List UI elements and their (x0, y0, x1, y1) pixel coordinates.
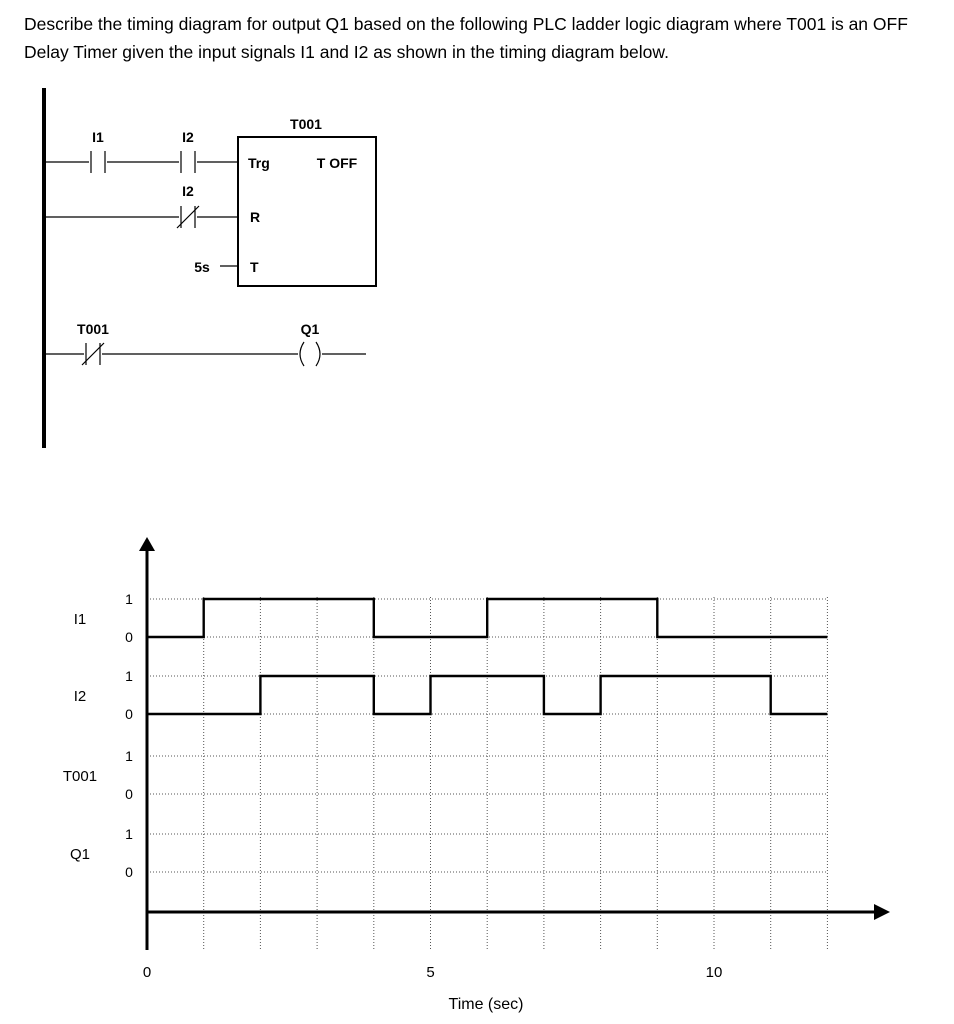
label-q1: Q1 (300, 321, 320, 337)
timer-preset: 5s (194, 259, 210, 275)
timer-reset-pin: R (250, 209, 261, 225)
contact-i2-no (179, 150, 197, 174)
question-text: Describe the timing diagram for output Q1 based on the following PLC ladder logic diagram where T001 is an OFF Delay Timer given the input signals I1 and I2 as shown in the timing diagram below. (24, 14, 908, 62)
labels-layer (63, 591, 133, 880)
timer-trg-pin: Trg (248, 155, 270, 171)
timing-chart (63, 537, 890, 1013)
level-label-1: 1 (125, 591, 133, 607)
contact-i1 (89, 150, 107, 174)
x-ticks (143, 964, 723, 981)
x-tick-label: 10 (705, 964, 723, 981)
x-axis-label: Time (sec) (448, 996, 524, 1013)
timer-mode: T OFF (316, 155, 358, 171)
level-label-1: 1 (125, 826, 133, 842)
ladder-diagram (44, 88, 376, 448)
label-i2-nc: I2 (182, 183, 194, 199)
signal-label: T001 (62, 768, 98, 785)
x-tick-label: 5 (426, 964, 435, 981)
level-label-0: 0 (125, 786, 133, 802)
y-axis-arrow (139, 537, 155, 551)
signal-label: I1 (73, 611, 87, 628)
coil-q1 (300, 342, 320, 366)
label-i1: I1 (92, 129, 104, 145)
contact-i2-nc (177, 205, 199, 229)
x-tick-label: 0 (142, 964, 152, 981)
contact-t001-nc (82, 342, 104, 366)
level-label-0: 0 (125, 629, 133, 645)
signal-label: Q1 (69, 846, 91, 863)
level-label-1: 1 (125, 668, 133, 684)
x-axis-arrow (874, 904, 890, 920)
grid-layer (147, 597, 827, 950)
timer-time-pin: T (250, 259, 259, 275)
level-label-0: 0 (125, 706, 133, 722)
waveform-i1 (147, 599, 827, 637)
signal-label: I2 (73, 688, 87, 705)
level-label-0: 0 (125, 864, 133, 880)
label-t001: T001 (77, 321, 109, 337)
label-i2-no: I2 (182, 129, 194, 145)
level-label-1: 1 (125, 748, 133, 764)
timer-name: T001 (290, 116, 322, 132)
